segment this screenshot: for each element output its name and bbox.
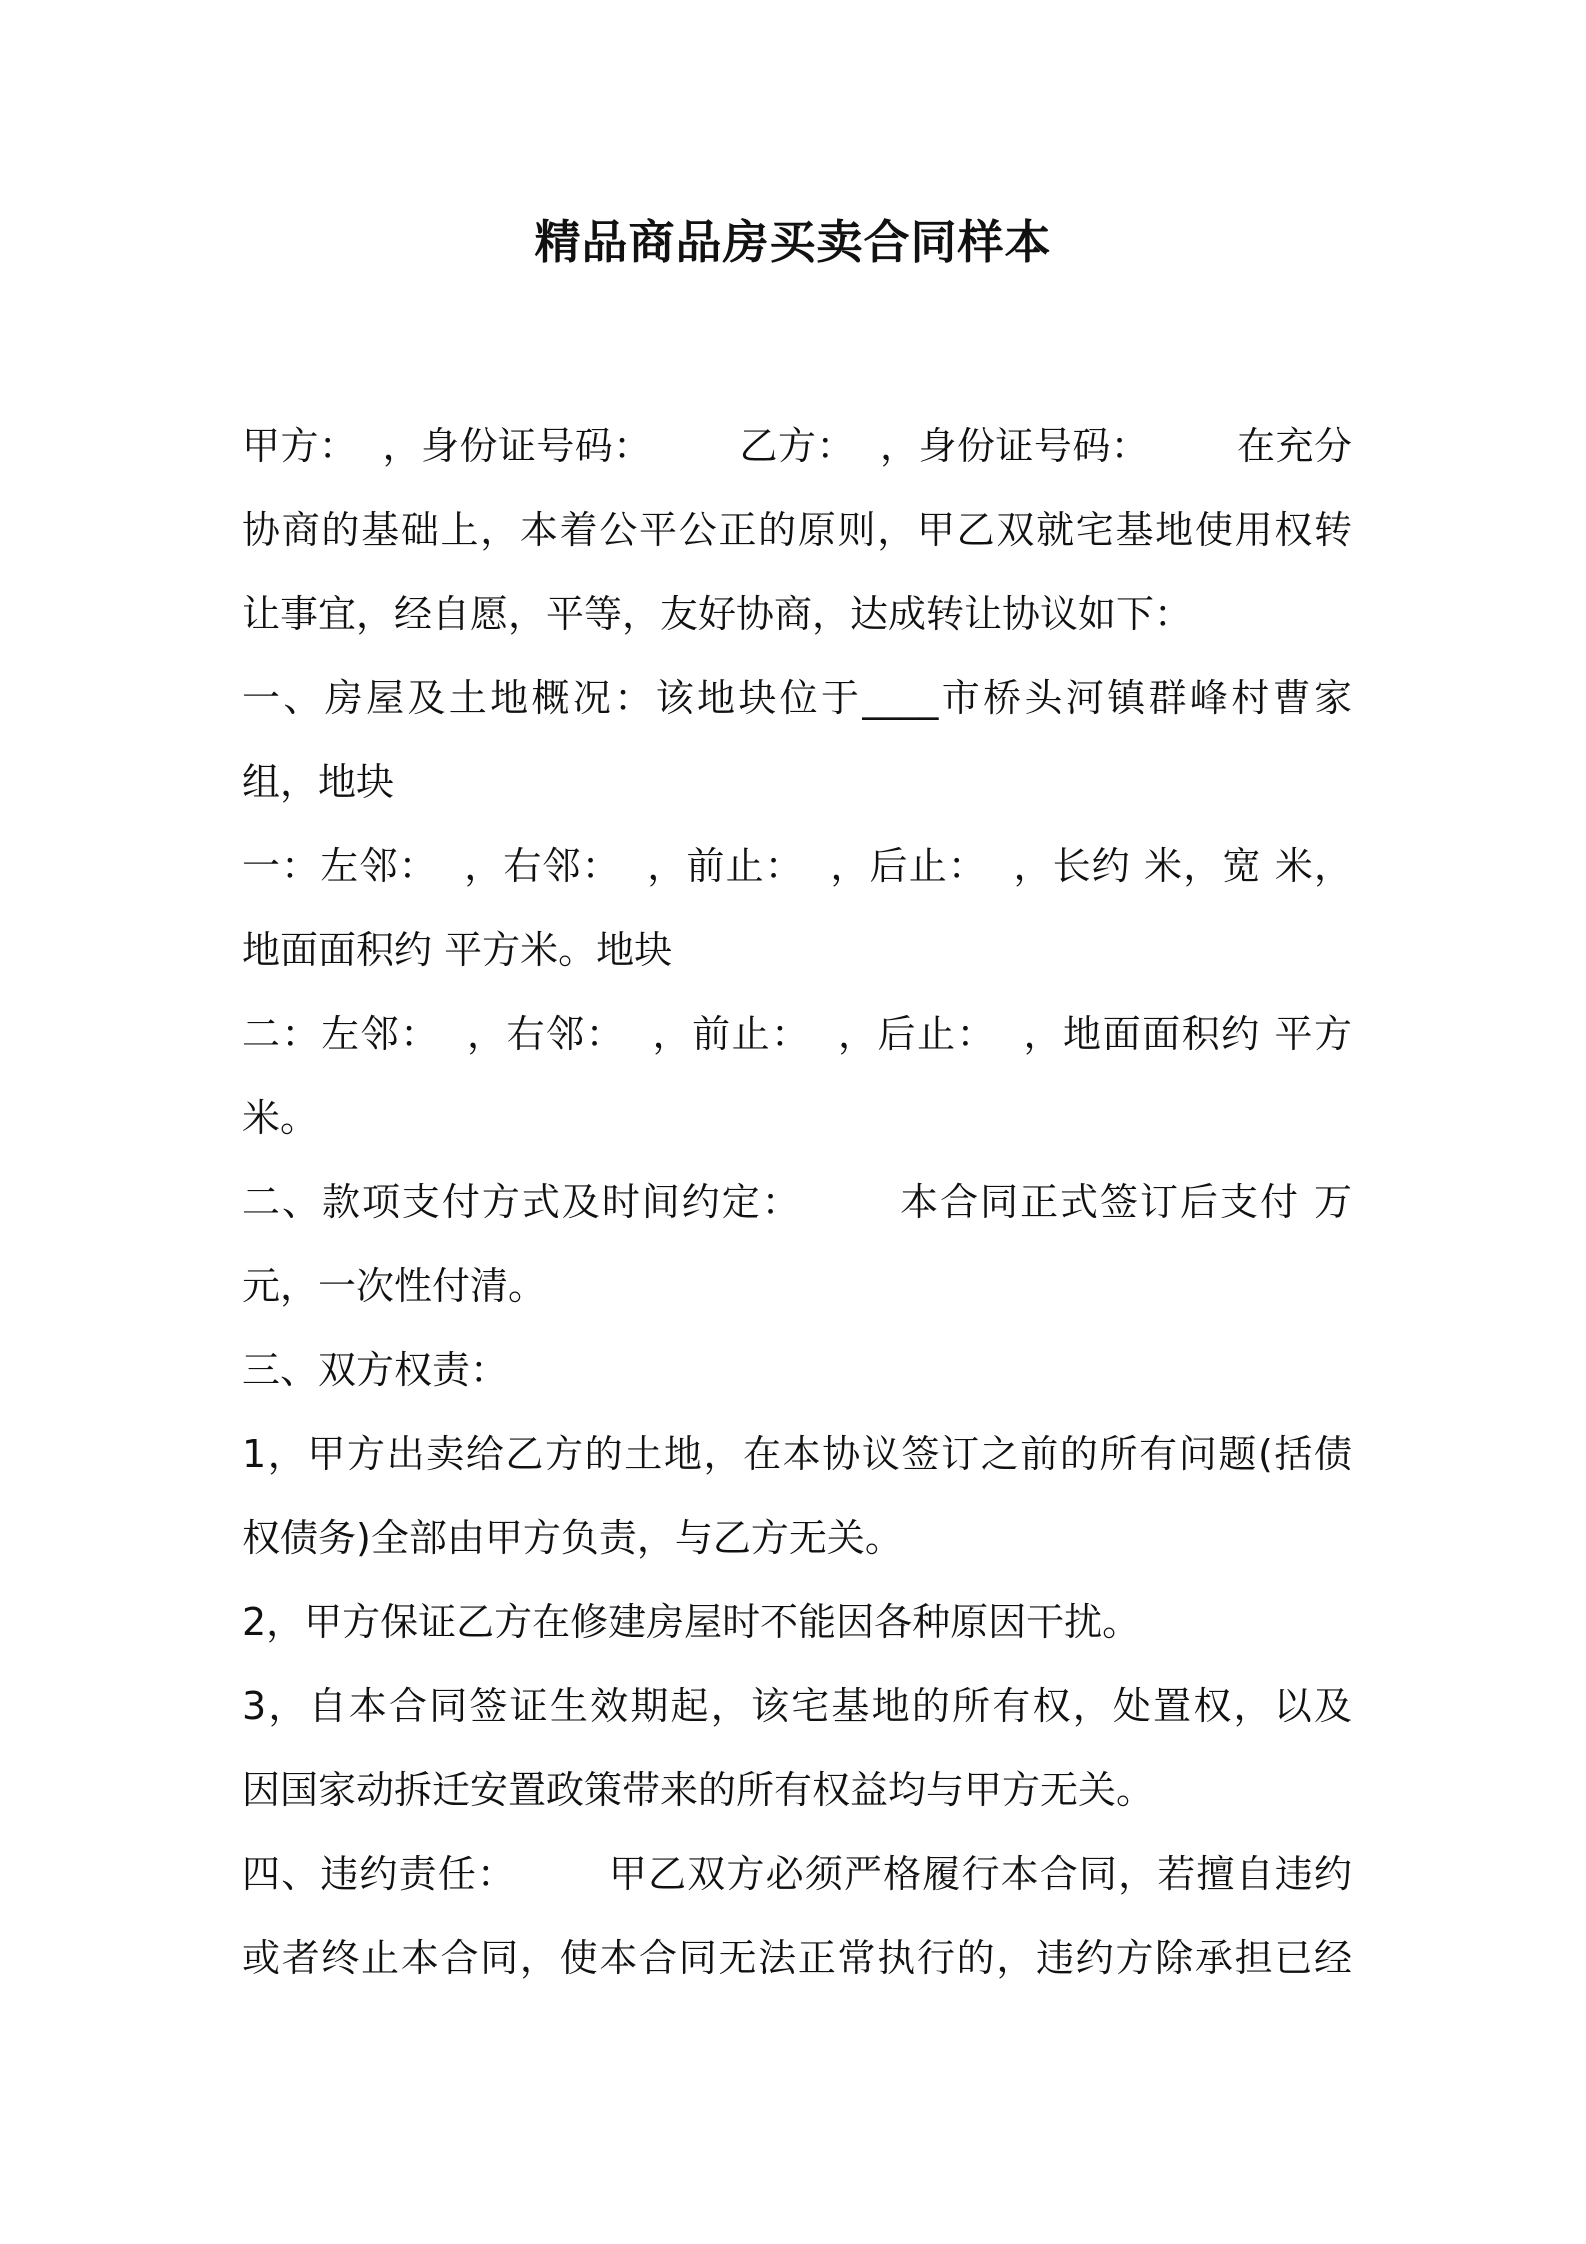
paragraph-line: 组，地块: [242, 760, 395, 804]
paragraph-line: 1，甲方出卖给乙方的土地，在本协议签订之前的所有问题(括债: [242, 1432, 1352, 1476]
paragraph-line: 三、双方权责：: [242, 1348, 509, 1392]
paragraph-line: 协商的基础上，本着公平公正的原则，甲乙双就宅基地使用权转: [242, 508, 1352, 552]
paragraph-line: 让事宜，经自愿，平等，友好协商，达成转让协议如下：: [242, 592, 1193, 636]
paragraph-line: 二：左邻： ，右邻： ，前止： ，后止： ，地面面积约 平方: [242, 1012, 1352, 1056]
paragraph-line: 一、房屋及土地概况：该地块位于____市桥头河镇群峰村曹家: [242, 676, 1352, 720]
paragraph-line: 米。: [242, 1096, 319, 1140]
paragraph-line: 一：左邻： ，右邻： ，前止： ，后止： ，长约 米，宽 米，: [242, 844, 1352, 888]
paragraph-line: 因国家动拆迁安置政策带来的所有权益均与甲方无关。: [242, 1768, 1155, 1812]
paragraph-line: 二、款项支付方式及时间约定： 本合同正式签订后支付 万: [242, 1180, 1352, 1224]
document-title: 精品商品房买卖合同样本: [534, 215, 1052, 269]
paragraph-line: 甲方： ，身份证号码： 乙方： ，身份证号码： 在充分: [242, 424, 1352, 468]
paragraph-line: 2，甲方保证乙方在修建房屋时不能因各种原因干扰。: [242, 1600, 1141, 1644]
paragraph-line: 3，自本合同签证生效期起，该宅基地的所有权，处置权，以及: [242, 1684, 1352, 1728]
paragraph-line: 地面面积约 平方米。地块: [242, 928, 673, 972]
paragraph-line: 元，一次性付清。: [242, 1264, 547, 1308]
paragraph-line: 或者终止本合同，使本合同无法正常执行的，违约方除承担已经: [242, 1936, 1352, 1980]
paragraph-line: 权债务)全部由甲方负责，与乙方无关。: [242, 1516, 903, 1560]
paragraph-line: 四、违约责任： 甲乙双方必须严格履行本合同，若擅自违约: [242, 1852, 1352, 1896]
document-body: [242, 404, 1352, 2000]
